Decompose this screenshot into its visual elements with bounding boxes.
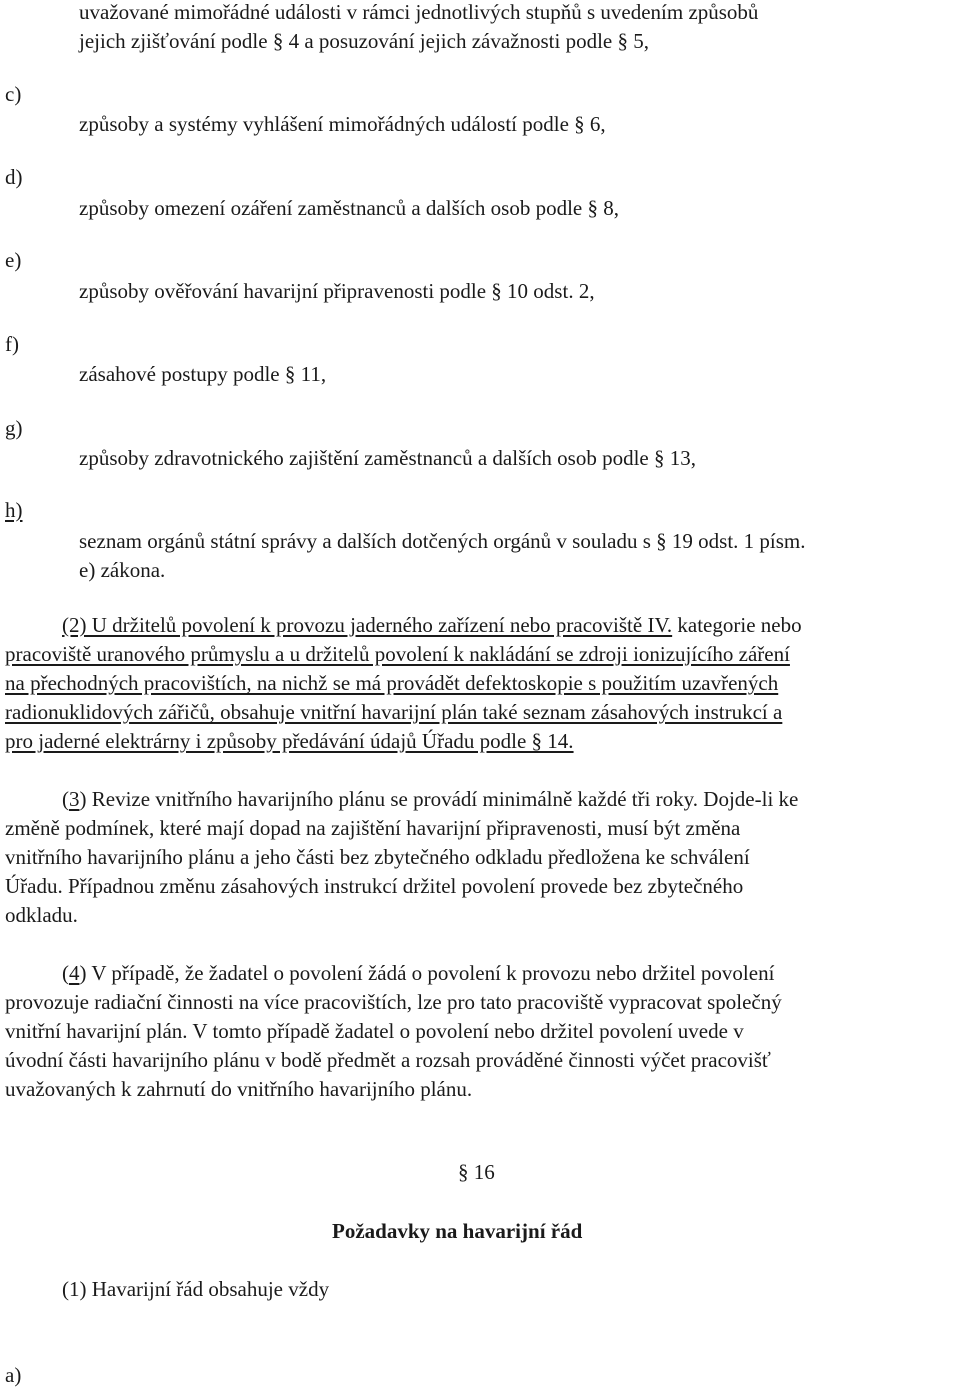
paragraph-3-number-open: ( [62,787,69,811]
list-item-text-c: způsoby a systémy vyhlášení mimořádných událostí podle § 6, [79,112,606,136]
paragraph-2-line-2: pracoviště uranového průmyslu a u držitelů povolení k nakládání se zdroji ionizujícího záření [5,642,790,666]
section-title: Požadavky na havarijní řád [332,1219,583,1243]
paragraph-4-line-2: provozuje radiační činnosti na více pracovištích, lze pro tato pracoviště vypracovat společný [5,990,782,1014]
list-item-letter-d: d) [5,165,23,189]
paragraph-4-number-open: ( [62,961,69,985]
paragraph-2-line-1 [62,611,802,640]
paragraph-4-line-1 [62,959,774,988]
list-item-text-f: zásahové postupy podle § 11, [79,362,327,386]
paragraph-2-line-3: na přechodných pracovištích, na nichž se má provádět defektoskopie s použitím uzavřených [5,671,779,695]
paragraph-3-number: 3 [69,787,80,811]
list-item-text-g: způsoby zdravotnického zajištění zaměstnanců a dalších osob podle § 13, [79,446,696,470]
paragraph-2-underlined-text: (2) U držitelů povolení k provozu jaderného zařízení nebo pracoviště IV. [62,613,673,637]
paragraph-3-line-5: odkladu. [5,903,78,927]
paragraph-3-line-1 [62,785,798,814]
list-item-text-d: způsoby omezení ozáření zaměstnanců a dalších osob podle § 8, [79,196,619,220]
paragraph-2-line-4: radionuklidových zářičů, obsahuje vnitřní havarijní plán také seznam zásahových instrukcí a [5,700,783,724]
paragraph-4-number: 4 [69,961,80,985]
list-item-text-h: seznam orgánů státní správy a dalších dotčených orgánů v souladu s § 19 odst. 1 písm. [79,529,806,553]
list-item-letter-c: c) [5,82,22,106]
paragraph-2-line-5: pro jaderné elektrárny i způsoby předávání údajů Úřadu podle § 14. [5,729,574,753]
list-item-letter-e: e) [5,248,22,272]
paragraph-4-line-3: vnitřní havarijní plán. V tomto případě žadatel o povolení nebo držitel povolení uvede v [5,1019,744,1043]
paragraph-4-number-close: ) [79,961,87,985]
section-number: § 16 [458,1160,495,1184]
paragraph-3-line-4: Úřadu. Případnou změnu zásahových instrukcí držitel povolení provede bez zbytečného [5,874,744,898]
paragraph-3-line-1-rest: Revize vnitřního havarijního plánu se provádí minimálně každé tři roky. Dojde-li ke [86,787,799,811]
list-item-text-e: způsoby ověřování havarijní připravenosti podle § 10 odst. 2, [79,279,595,303]
list-item-text-h-cont: e) zákona. [79,558,166,582]
paragraph-3-line-2: změně podmínek, které mají dopad na zajištění havarijní připravenosti, musí být změna [5,816,741,840]
continued-line-2: jejich zjišťování podle § 4 a posuzování jejich závažnosti podle § 5, [79,29,649,53]
paragraph-2-line-1-rest: kategorie nebo [672,613,802,637]
list-item-letter-g: g) [5,416,23,440]
section-16-paragraph-1: (1) Havarijní řád obsahuje vždy [62,1277,330,1301]
paragraph-4-line-4: úvodní části havarijního plánu v bodě předmět a rozsah prováděné činnosti výčet pracovišť [5,1048,771,1072]
paragraph-4-line-5: uvažovaných k zahrnutí do vnitřního havarijního plánu. [5,1077,473,1101]
paragraph-3-line-3: vnitřního havarijního plánu a jeho části bez zbytečného odkladu předložena ke schválení [5,845,750,869]
list-item-letter-f: f) [5,332,19,356]
continued-line-1: uvažované mimořádné události v rámci jednotlivých stupňů s uvedením způsobů [79,0,759,24]
list-item-letter-h: h) [5,498,23,522]
paragraph-3-number-close: ) [79,787,87,811]
list-item-letter-a: a) [5,1363,22,1387]
paragraph-4-line-1-rest: V případě, že žadatel o povolení žádá o povolení k provozu nebo držitel povolení [86,961,775,985]
